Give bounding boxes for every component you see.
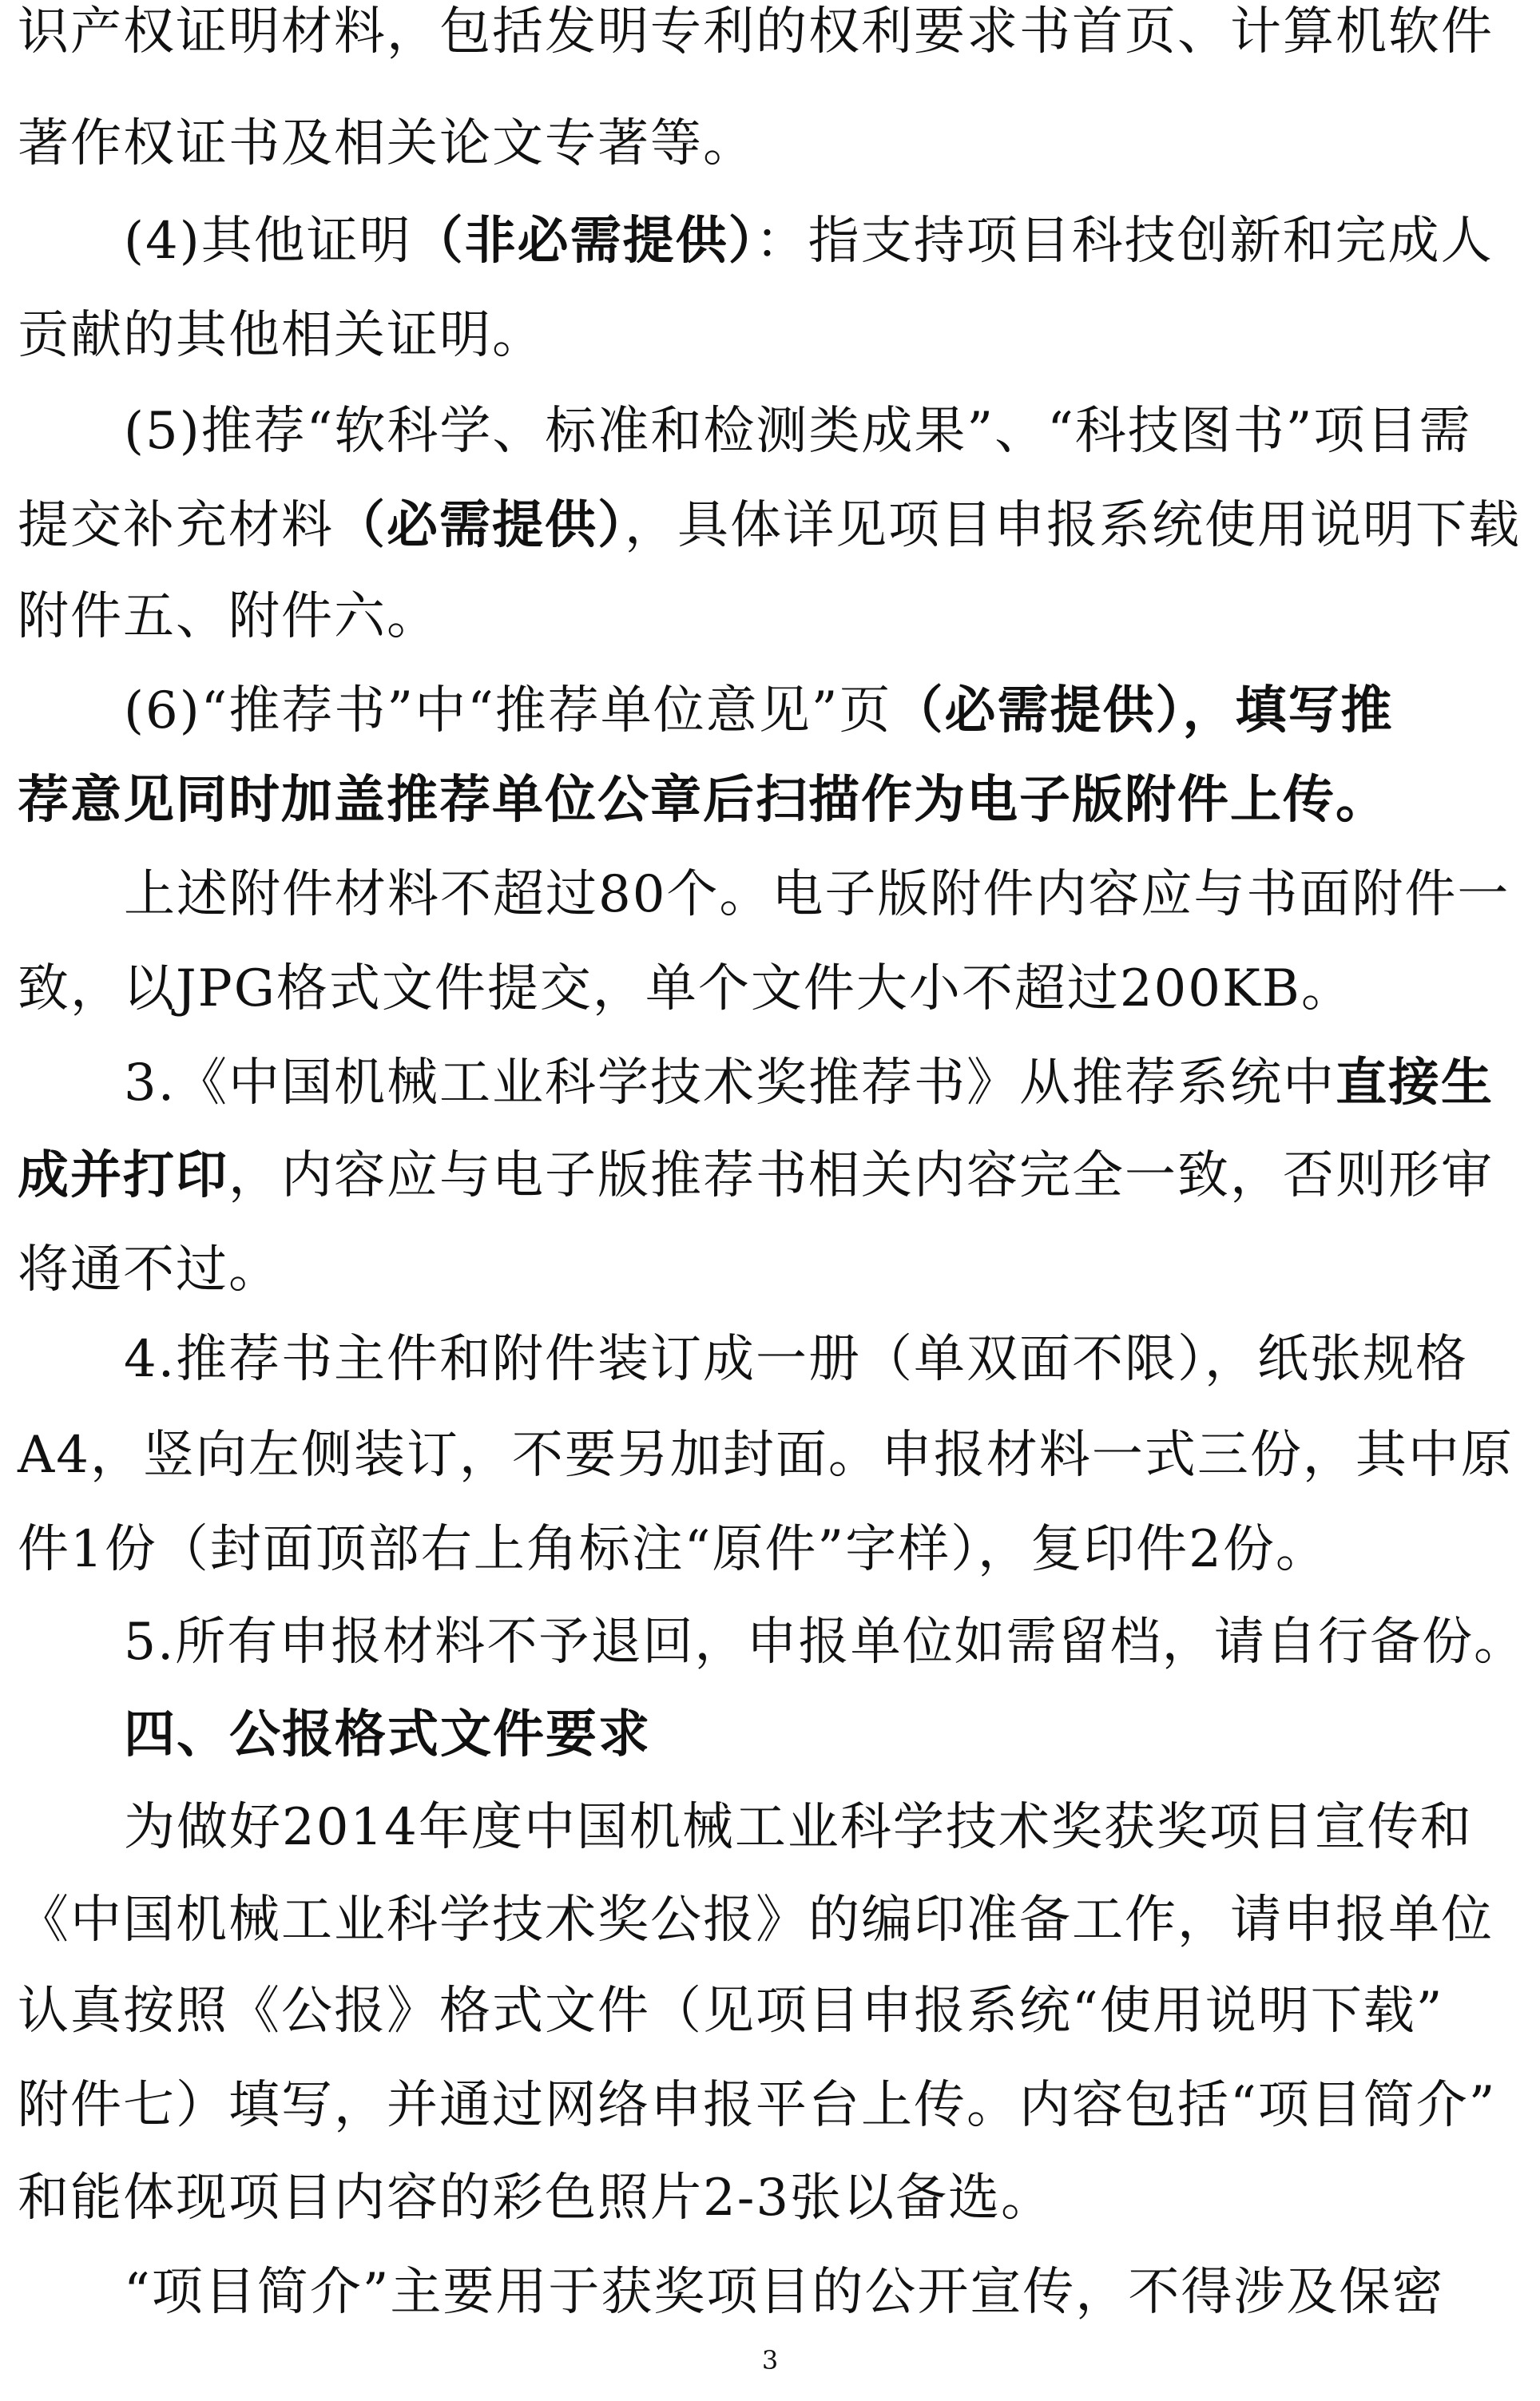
bold-text-segment: 四、公报格式文件要求 [124,1705,651,1764]
text-segment: A4，竖向左侧装订，不要另加封面。申报材料一式三份，其中原 [18,1426,1514,1485]
text-segment: 提交补充材料 [18,496,334,555]
bold-text-segment: 荐意见同时加盖推荐单位公章后扫描作为电子版附件上传。 [18,770,1388,830]
text-segment: 上述附件材料不超过80个。电子版附件内容应与书面附件一 [124,865,1510,924]
text-segment: 5.所有申报材料不予退回，申报单位如需留档，请自行备份。 [124,1613,1526,1672]
text-line [18,1423,1514,1487]
text-line [124,1051,1494,1115]
text-line [18,1238,281,1302]
text-segment: 贡献的其他相关证明。 [18,306,545,365]
text-line [124,209,1494,273]
text-line [124,679,1394,743]
text-segment: ：指支持项目科技创新和完成人 [755,212,1494,271]
text-line [18,1144,1494,1208]
section-heading [124,1703,651,1767]
text-line [18,112,756,176]
bold-text-segment: 成并打印 [18,1145,228,1205]
text-segment: 和能体现项目内容的彩色照片2-3张以备选。 [18,2169,1054,2228]
text-segment: 附件七）填写，并通过网络申报平台上传。内容包括“项目简介” [18,2076,1497,2135]
text-segment: “项目简介”主要用于获奖项目的公开宣传，不得涉及保密 [124,2263,1445,2322]
text-line [18,768,1388,832]
text-segment: ，具体详见项目申报系统使用说明下载 [625,496,1521,555]
text-segment: 致，以JPG格式文件提交，单个文件大小不超过200KB。 [18,959,1354,1018]
text-segment: 著作权证书及相关论文专著等。 [18,114,756,173]
text-segment: 4.推荐书主件和附件装订成一册（单双面不限），纸张规格 [124,1330,1469,1389]
text-segment: 认真按照《公报》格式文件（见项目申报系统“使用说明下载” [18,1982,1444,2041]
text-segment: 为做好2014年度中国机械工业科学技术奖获奖项目宣传和 [124,1798,1473,1857]
text-line [18,585,439,649]
text-line [18,957,1354,1021]
text-segment: 《中国机械工业科学技术奖公报》的编印准备工作，请申报单位 [18,1891,1494,1950]
text-segment: 3.《中国机械工业科学技术奖推荐书》从推荐系统中 [124,1054,1336,1113]
text-segment: 识产权证明材料，包括发明专利的权利要求书首页、计算机软件 [18,2,1494,62]
text-segment: (4)其他证明 [124,212,412,271]
text-line [18,0,1494,64]
text-line [124,1796,1473,1859]
bold-text-segment: （必需提供），填写推 [891,681,1394,740]
text-line [124,1610,1526,1674]
text-line [124,399,1472,463]
page-number: 3 [761,2345,779,2375]
bold-text-segment: （必需提供） [334,495,625,555]
text-segment: 件1份（封面顶部右上角标注“原件”字样），复印件2份。 [18,1520,1328,1579]
text-segment: 将通不过。 [18,1240,281,1300]
text-segment: (5)推荐“软科学、标准和检测类成果”、“科技图书”项目需 [124,402,1472,461]
text-line [124,863,1510,927]
text-line [124,1327,1468,1391]
text-segment: ，内容应与电子版推荐书相关内容完全一致，否则形审 [228,1146,1494,1205]
text-line [18,2074,1496,2137]
bold-text-segment: 直接生 [1336,1053,1494,1113]
text-line [18,304,545,367]
text-line [18,1979,1443,2043]
text-segment: (6)“推荐书”中“推荐单位意见”页 [124,681,892,740]
text-line [124,2260,1444,2324]
text-line [18,1518,1328,1581]
text-line [18,1888,1494,1952]
bold-text-segment: （非必需提供） [411,211,756,271]
text-line [18,494,1521,558]
text-segment: 附件五、附件六。 [18,587,439,646]
text-line [18,2166,1054,2230]
